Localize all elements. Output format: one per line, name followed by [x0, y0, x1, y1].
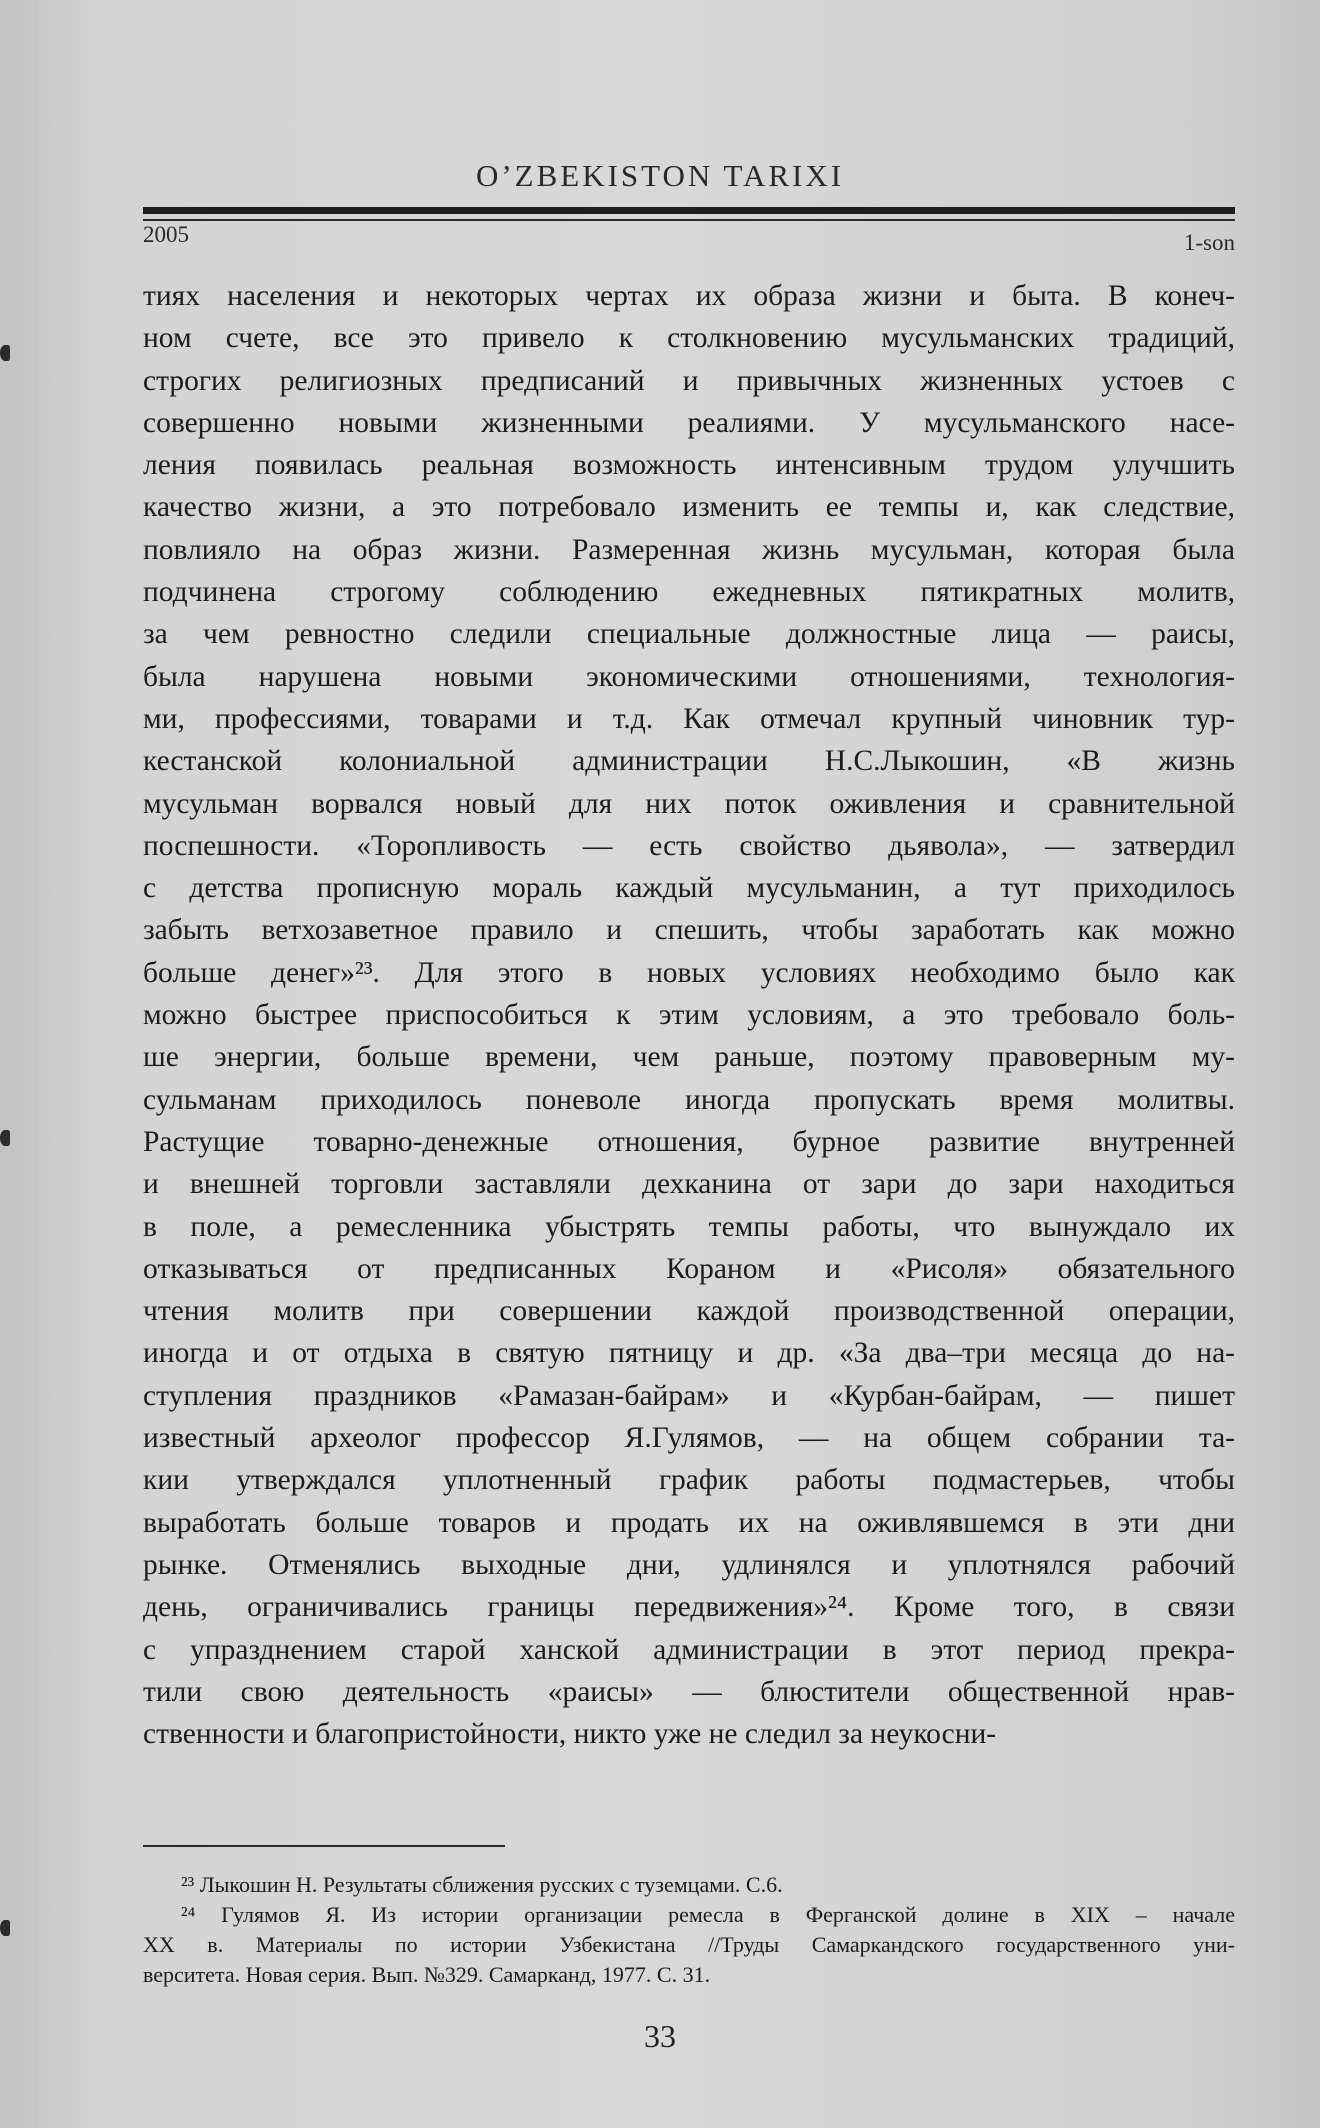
body-line: подчинена строгому соблюдению ежедневных пятикратных молитв, — [143, 576, 1235, 609]
body-line: качество жизни, а это потребовало изменить ее темпы и, как следствие, — [143, 491, 1235, 524]
footnote-line: ²⁴ Гулямов Я. Из истории организации ремесла в Ферганской долине в XIX – начале — [181, 1902, 1235, 1927]
body-line: Растущие товарно-денежные отношения, бурное развитие внутренней — [143, 1125, 1235, 1158]
body-line: можно быстрее приспособиться к этим условиям, а это требовало боль- — [143, 999, 1235, 1032]
punch-hole-mark — [0, 345, 10, 361]
header-rule-thin — [143, 219, 1235, 221]
body-line: повлияло на образ жизни. Размеренная жизнь мусульман, которая была — [143, 533, 1235, 566]
body-line: больше денег»²³. Для этого в новых условиях необходимо было как — [143, 956, 1235, 989]
body-line: сульманам приходилось поневоле иногда пропускать время молитвы. — [143, 1083, 1235, 1116]
body-line: совершенно новыми жизненными реалиями. У мусульманского насе- — [143, 406, 1235, 439]
body-line: была нарушена новыми экономическими отношениями, технология- — [143, 660, 1235, 693]
header-issue: 1-son — [1183, 230, 1235, 255]
body-line: ления появилась реальная возможность интенсивным трудом улучшить — [143, 449, 1235, 482]
body-line: выработать больше товаров и продать их на оживлявшемся в эти дни — [143, 1506, 1235, 1539]
body-line: известный археолог профессор Я.Гулямов, — на общем собрании та- — [143, 1422, 1235, 1455]
body-line: и внешней торговли заставляли дехканина от зари до зари находиться — [143, 1168, 1235, 1201]
body-line: ственности и благопристойности, никто уже не следил за неукосни- — [143, 1718, 997, 1751]
body-line: день, ограничивались границы передвижения»²⁴. Кроме того, в связи — [143, 1591, 1235, 1624]
body-text — [143, 275, 1235, 1755]
punch-hole-mark — [0, 1920, 10, 1936]
body-line: строгих религиозных предписаний и привычных жизненных устоев с — [143, 364, 1235, 397]
body-line: тили свою деятельность «раисы» — блюстители общественной нрав- — [143, 1675, 1235, 1708]
footnote-rule — [143, 1845, 505, 1847]
body-line: ступления праздников «Рамазан-байрам» и «Курбан-байрам, — пишет — [143, 1379, 1235, 1412]
punch-hole-mark — [0, 1130, 10, 1146]
body-line: тиях населения и некоторых чертах их образа жизни и быта. В конеч- — [143, 280, 1235, 312]
header-year: 2005 — [143, 222, 189, 247]
body-line: забыть ветхозаветное правило и спешить, чтобы заработать как можно — [143, 914, 1235, 947]
page-number: 33 — [644, 2018, 676, 2054]
body-line: с упразднением старой ханской администрации в этот период прекра- — [143, 1633, 1235, 1666]
body-line: за чем ревностно следили специальные должностные лица — раисы, — [143, 618, 1235, 651]
body-line: кестанской колониальной администрации Н.С.Лыкошин, «В жизнь — [143, 745, 1235, 778]
body-line: рынке. Отменялись выходные дни, удлинялся и уплотнялся рабочий — [143, 1548, 1235, 1581]
footnotes — [143, 1870, 1235, 1990]
body-line: ном счете, все это привело к столкновению мусульманских традиций, — [143, 322, 1235, 355]
body-line: с детства прописную мораль каждый мусульманин, а тут приходилось — [143, 872, 1235, 905]
body-line: мусульман ворвался новый для них поток оживления и сравнительной — [143, 787, 1235, 820]
body-line: ми, профессиями, товарами и т.д. Как отмечал крупный чиновник тур- — [143, 702, 1235, 735]
footnote-line: ²³ Лыкошин Н. Результаты сближения русских с туземцами. С.6. — [181, 1872, 783, 1897]
body-line: чтения молитв при совершении каждой производственной операции, — [143, 1295, 1235, 1328]
body-line: иногда и от отдыха в святую пятницу и др. «За два–три месяца до на- — [143, 1337, 1235, 1370]
body-line: кии утверждался уплотненный график работы подмастерьев, чтобы — [143, 1464, 1235, 1497]
body-line: ше энергии, больше времени, чем раньше, поэтому правоверным му- — [143, 1041, 1235, 1074]
footnote-line: верситета. Новая серия. Вып. №329. Самарканд, 1977. С. 31. — [143, 1962, 711, 1987]
header-rule-thick — [143, 207, 1235, 214]
footnote-line: XX в. Материалы по истории Узбекистана //Труды Самаркандского государственного уни- — [143, 1932, 1235, 1957]
body-line: поспешности. «Торопливость — есть свойство дьявола», — затвердил — [143, 829, 1235, 862]
journal-title: O’ZBEKISTON TARIXI — [475, 158, 845, 193]
body-line: в поле, а ремесленника убыстрять темпы работы, что вынуждало их — [143, 1210, 1235, 1243]
body-line: отказываться от предписанных Кораном и «Рисоля» обязательного — [143, 1252, 1235, 1285]
